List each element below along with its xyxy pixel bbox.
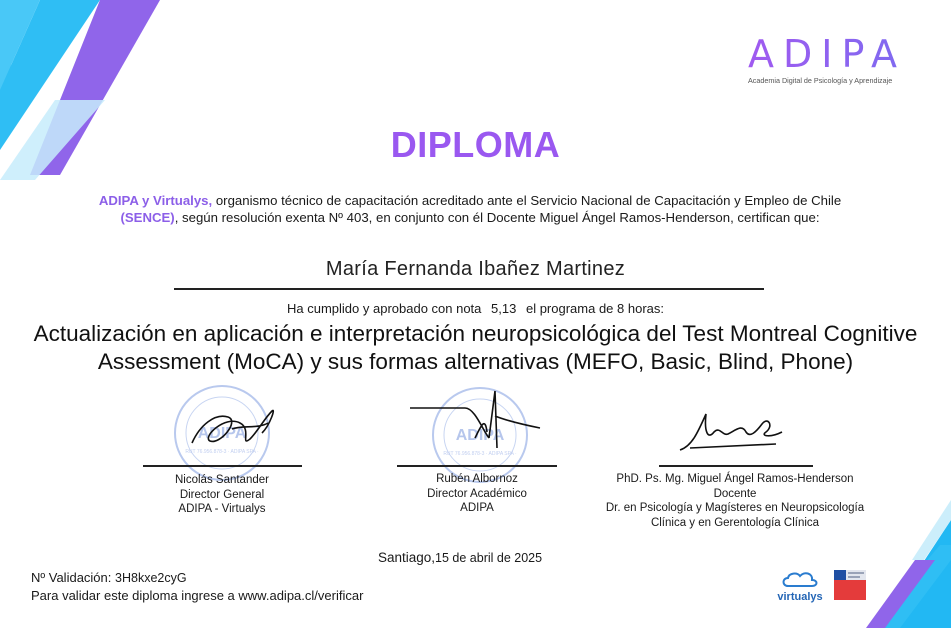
intro-paragraph [80, 192, 860, 226]
approval-prefix: Ha cumplido y aprobado con nota [287, 301, 482, 316]
recipient-underline [174, 288, 764, 290]
validation-url[interactable]: www.adipa.cl/verificar [238, 588, 364, 603]
signature-line-3 [659, 465, 813, 467]
seal-1-text: ADIPA [197, 425, 247, 442]
virtualys-wordmark: virtualys [777, 591, 823, 603]
signer-2-name: Rubén Albornoz [436, 473, 518, 485]
issue-date [378, 550, 542, 565]
validation-code: 3H8kxe2cyG [115, 571, 187, 585]
approval-statement [0, 301, 951, 316]
logo-tagline: Academia Digital de Psicología y Aprendizaje [748, 76, 893, 85]
approval-suffix: el programa de 8 horas: [525, 301, 664, 316]
intro-org: ADIPA y Virtualys, [98, 193, 213, 208]
seal-1-ring: RUT 76.956.878-3 · ADIPA SPA · [185, 449, 259, 455]
signer-1-name: Nicolás Santander [175, 474, 269, 486]
signature-albornoz [405, 386, 555, 456]
validation-line [31, 569, 363, 587]
date-value: 15 de abril de 2025 [435, 551, 543, 565]
cloud-icon [780, 570, 820, 588]
course-title: Actualización en aplicación e interpretación neuropsicológica del Test Montreal Cognitive Assessment (MoCA) y sus formas alternativas (MEFO, Basic, Blind, Phone) [33, 321, 918, 374]
signature-ramos-henderson [670, 402, 790, 462]
signer-1-org: ADIPA - Virtualys [178, 503, 266, 515]
signer-3-role: Docente [713, 487, 757, 500]
virtualys-logo [770, 570, 830, 603]
date-city: Santiago, [378, 550, 436, 565]
chile-government-emblem-icon [834, 570, 866, 600]
recipient-name: María Fernanda Ibañez Martinez [325, 258, 626, 280]
signer-albornoz [397, 472, 557, 516]
intro-sence: (SENCE) [120, 210, 175, 225]
intro-part2: , según resolución exenta Nº 403, en conjunto con él Docente Miguel Ángel Ramos-Henderson, certifican que: [174, 210, 820, 225]
signer-ramos-henderson [585, 472, 885, 530]
signer-3-degree-cont: Clínica y en Gerentología Clínica [650, 516, 820, 529]
signer-3-degree: Dr. en Psicología y Magísteres en Neuropsicología [605, 502, 865, 514]
signer-1-role: Director General [179, 488, 265, 501]
signature-santander [180, 395, 290, 460]
signer-2-role: Director Académico [427, 487, 527, 500]
signer-2-org: ADIPA [460, 502, 494, 514]
signer-santander [142, 473, 302, 517]
seal-2-text: ADIPA [455, 427, 505, 444]
validation-instructions-line [31, 587, 363, 604]
signature-line-2 [397, 465, 557, 467]
validation-label: Nº Validación: [31, 570, 112, 585]
validation-instructions: Para validar este diploma ingrese a [31, 588, 235, 603]
intro-part1: organismo técnico de capacitación acreditado ante el Servicio Nacional de Capacitación y Empleo de Chile [212, 193, 842, 208]
logo-wordmark: ADIPA [748, 34, 923, 74]
approval-grade: 5,13 [491, 301, 517, 316]
signer-3-name: PhD. Ps. Mg. Miguel Ángel Ramos-Henderson [616, 473, 854, 485]
validation-block [31, 569, 363, 604]
adipa-logo [748, 34, 923, 85]
seal-2-ring: RUT 76.956.878-3 · ADIPA SPA · [443, 451, 517, 457]
diploma-title: DIPLOMA [390, 124, 561, 165]
signature-line-1 [143, 465, 302, 467]
